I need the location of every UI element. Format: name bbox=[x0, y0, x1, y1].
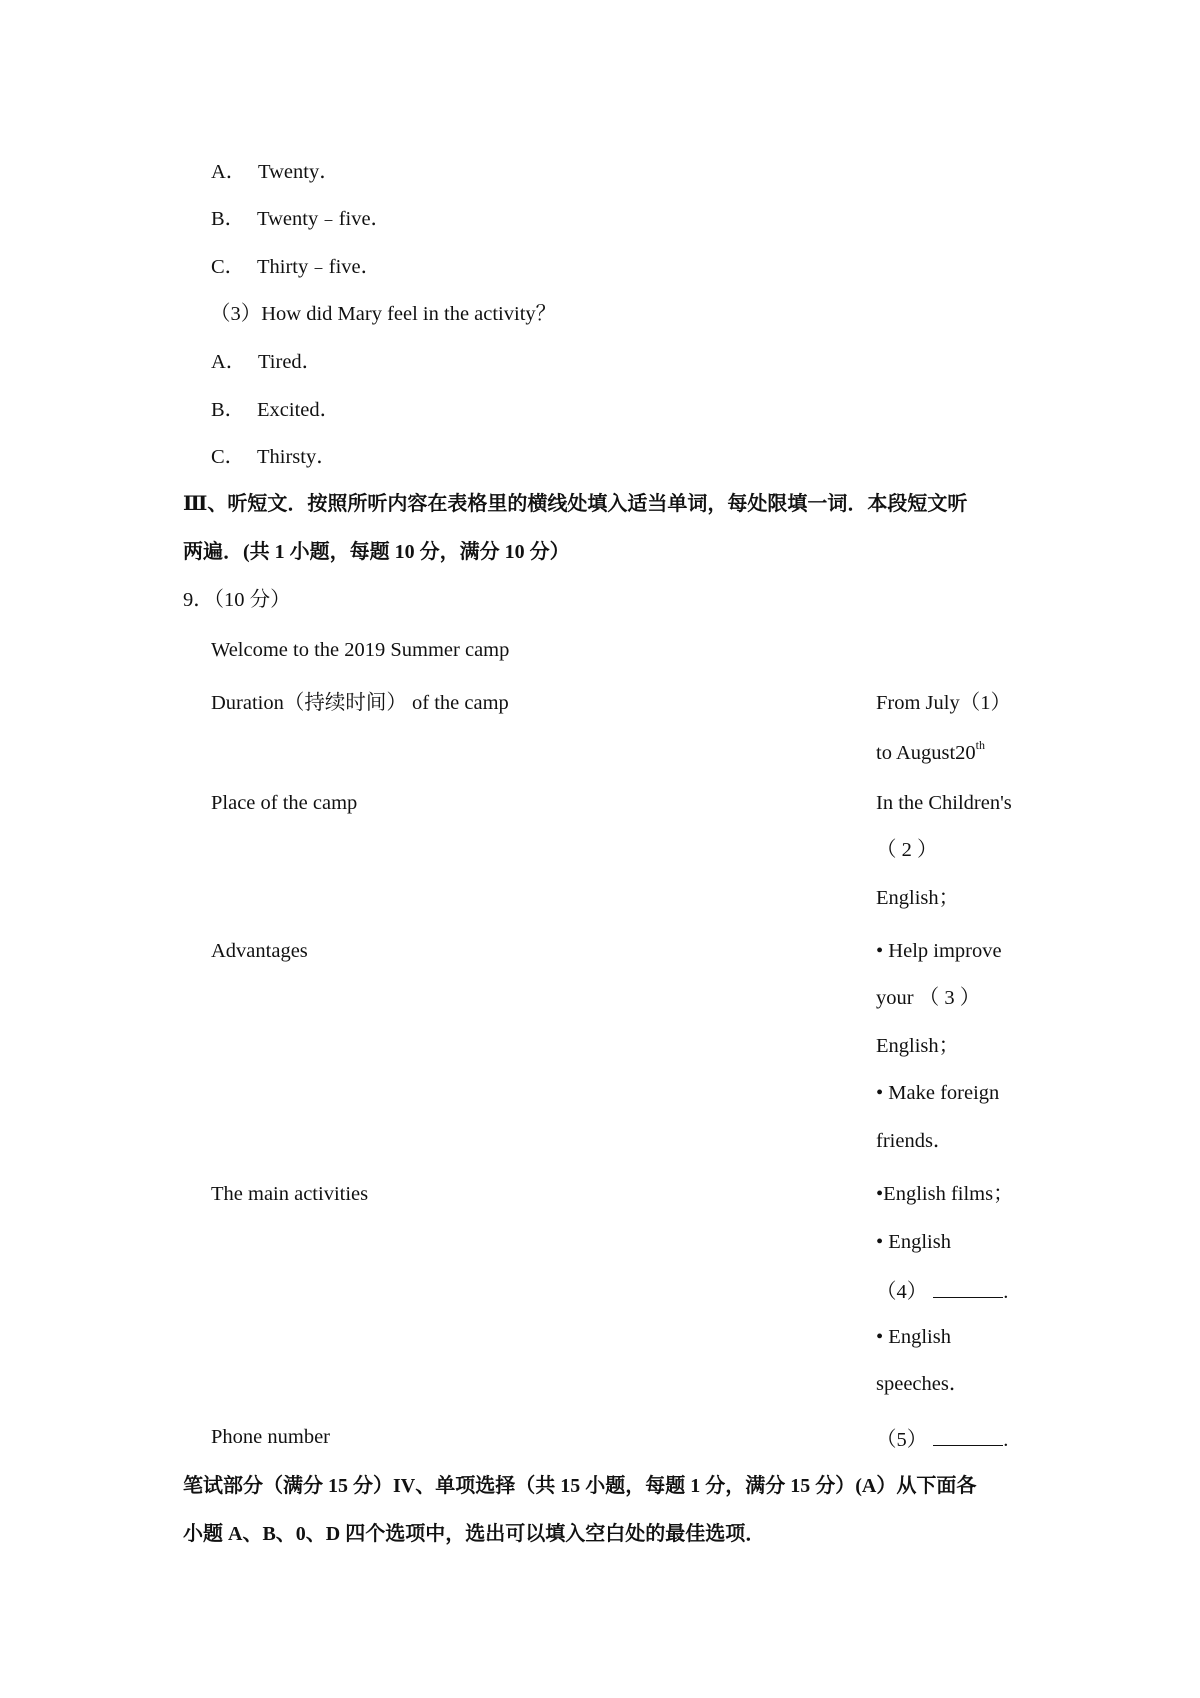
row-value-text: to August20 bbox=[876, 741, 976, 764]
option-text: Thirsty． bbox=[257, 446, 337, 468]
row-value-line: In the Children's bbox=[876, 792, 1012, 814]
row-value-line bbox=[876, 693, 1024, 714]
blank-label: （4） bbox=[876, 1281, 928, 1303]
row-value-line: English； bbox=[876, 887, 960, 909]
answer-blank bbox=[933, 1279, 1003, 1298]
option-text: Excited． bbox=[257, 399, 341, 421]
option-letter: B． bbox=[211, 399, 246, 421]
option-letter: A． bbox=[211, 161, 247, 183]
row-value-text: From July（1） bbox=[876, 692, 1011, 714]
option-text: Twenty． bbox=[258, 161, 340, 183]
row-label: Phone number bbox=[211, 1426, 330, 1448]
row-label: Place of the camp bbox=[211, 792, 358, 814]
section3-heading-line1: Ⅲ、听短文．按照所听内容在表格里的横线处填入适当单词，每处限填一词．本段短文听 bbox=[183, 493, 968, 515]
option-text: Thirty﹣five． bbox=[257, 256, 382, 278]
row-value-line: speeches． bbox=[876, 1373, 970, 1395]
row-value-line: （4） . bbox=[876, 1281, 1009, 1303]
option-letter: A． bbox=[211, 351, 247, 373]
written-heading-line2: 小题 A、B、0、D 四个选项中，选出可以填入空白处的最佳选项． bbox=[183, 1523, 766, 1545]
written-heading-line1: 笔试部分（满分 15 分）IV、单项选择（共 15 小题，每题 1 分，满分 15 分）(A）从下面各 bbox=[183, 1475, 977, 1497]
answer-blank bbox=[933, 1427, 1003, 1446]
option-text: Tired． bbox=[258, 351, 323, 373]
row-value-line: •English films； bbox=[876, 1183, 1014, 1205]
row-value-line bbox=[876, 738, 1024, 764]
option-letter: C． bbox=[211, 256, 246, 278]
option-text: Twenty﹣five． bbox=[257, 208, 392, 230]
blank-label: （5） bbox=[876, 1429, 928, 1451]
row-value-line: • Make foreign bbox=[876, 1082, 1000, 1104]
q9-title: Welcome to the 2019 Summer camp bbox=[211, 639, 510, 661]
row-label: Advantages bbox=[211, 940, 308, 962]
option-letter: B． bbox=[211, 208, 246, 230]
row-value-line: • English bbox=[876, 1231, 951, 1253]
row-value-line: English； bbox=[876, 1035, 960, 1057]
section3-heading-line2: 两遍．(共 1 小题，每题 10 分，满分 10 分） bbox=[183, 541, 570, 563]
row-value-line: your （ 3 ） bbox=[876, 987, 981, 1009]
q9-number: 9．（10 分） bbox=[183, 589, 291, 611]
row-label: The main activities bbox=[211, 1183, 369, 1205]
row-value-line: （5） . bbox=[876, 1429, 1009, 1451]
row-value-line: friends． bbox=[876, 1130, 954, 1152]
superscript: th bbox=[975, 738, 986, 752]
row-value-line: • Help improve bbox=[876, 940, 1002, 962]
q3-question: （3）How did Mary feel in the activity？ bbox=[210, 303, 557, 325]
row-value-line: （ 2 ） bbox=[876, 839, 938, 861]
row-value-line: • English bbox=[876, 1326, 951, 1348]
option-letter: C． bbox=[211, 446, 246, 468]
row-label: Duration（持续时间） of the camp bbox=[211, 692, 509, 714]
